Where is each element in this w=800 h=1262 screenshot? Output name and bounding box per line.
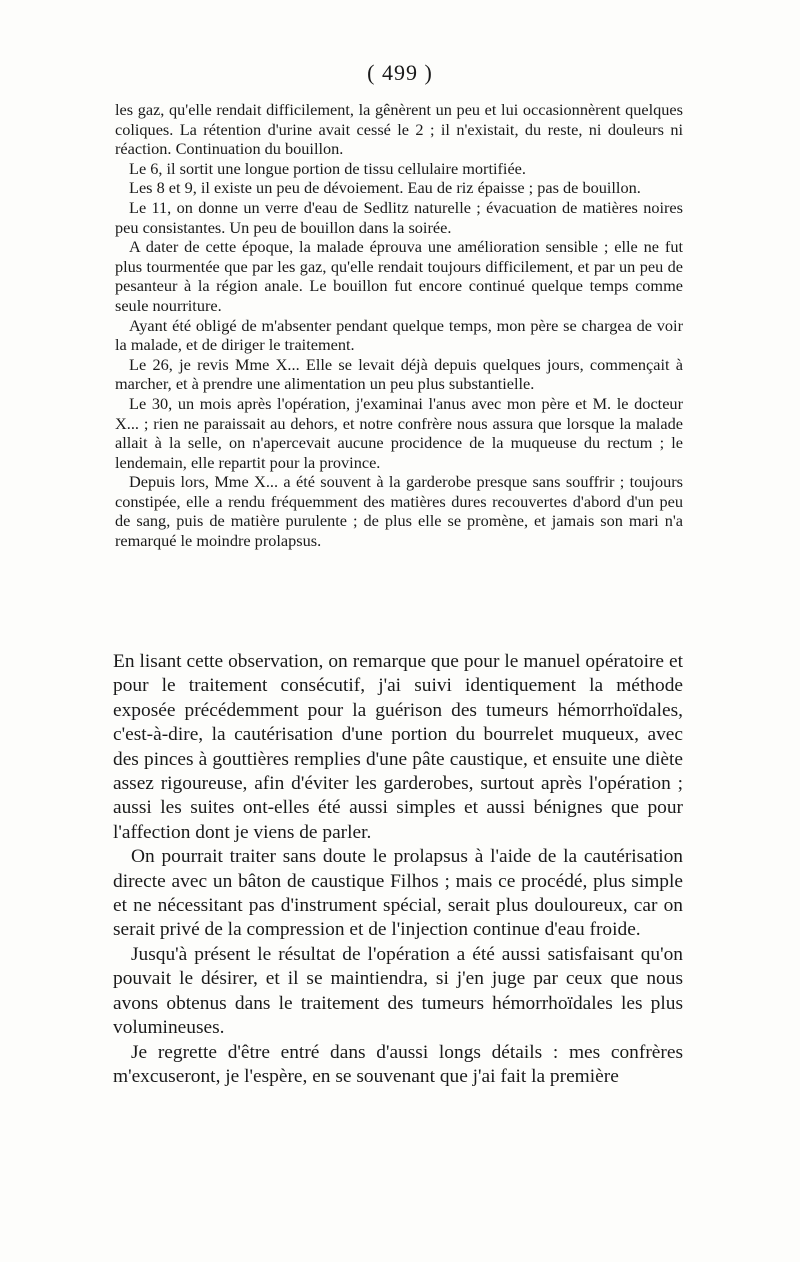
- observation-paragraph-8: Le 30, un mois après l'opération, j'examinai l'anus avec mon père et M. le docteur X... ; rien ne paraissait au dehors, et notre confrère nous assura que lorsque la malade allait à la selle, on n'apercevait aucune procidence de la muqueuse du rectum ; le lendemain, elle repartit pour la province.: [115, 393, 683, 472]
- page-number: ( 499 ): [367, 60, 433, 85]
- commentary-paragraph-3: Jusqu'à présent le résultat de l'opération a été aussi satisfaisant qu'on pouvait le désirer, et il se maintiendra, si j'en juge par ceux que nous avons obtenus dans le traitement des tumeurs hémorrhoïdales les plus volumineuses.: [113, 943, 683, 1039]
- observation-paragraph-9: Depuis lors, Mme X... a été souvent à la garderobe presque sans souffrir ; toujours constipée, elle a rendu fréquemment des matières dures recouvertes d'abord d'un peu de sang, puis de matière purulente ; de plus elle se promène, et jamais son mari n'a remarqué le moindre prolapsus.: [115, 472, 683, 551]
- observation-paragraph-7: Le 26, je revis Mme X... Elle se levait déjà depuis quelques jours, commençait à marcher, et à prendre une alimentation un peu plus substantielle.: [115, 354, 683, 394]
- commentary-paragraph-4: Je regrette d'être entré dans d'aussi longs détails : mes confrères m'excuseront, je l'espère, en se souvenant que j'ai fait la première: [113, 1041, 683, 1087]
- observation-paragraph-3: Les 8 et 9, il existe un peu de dévoiement. Eau de riz épaisse ; pas de bouillon.: [129, 178, 641, 198]
- observation-paragraph-4: Le 11, on donne un verre d'eau de Sedlitz naturelle ; évacuation de matières noires peu consistantes. Un peu de bouillon dans la soirée.: [115, 197, 683, 237]
- observation-paragraph-2: Le 6, il sortit une longue portion de tissu cellulaire mortifiée.: [129, 158, 526, 178]
- commentary-paragraph-2: On pourrait traiter sans doute le prolapsus à l'aide de la cautérisation directe avec un bâton de caustique Filhos ; mais ce procédé, plus simple et ne nécessitant pas d'instrument spécial, serait plus douloureux, car on serait privé de la compression et de l'injection continue d'eau froide.: [113, 846, 683, 941]
- observation-paragraph-6: Ayant été obligé de m'absenter pendant quelque temps, mon père se chargea de voir la malade, et de diriger le traitement.: [115, 315, 683, 355]
- case-observation: [115, 100, 683, 551]
- observation-paragraph-1: les gaz, qu'elle rendait difficilement, la gênèrent un peu et lui occasionnèrent quelques coliques. La rétention d'urine avait cessé le 2 ; il n'existait, du reste, ni douleurs ni réaction. Continuation du bouillon.: [115, 100, 683, 159]
- observation-paragraph-5: A dater de cette époque, la malade éprouva une amélioration sensible ; elle ne fut plus tourmentée que par les gaz, qu'elle rendait toujours difficilement, et par un peu de pesanteur à la région anale. Le bouillon fut encore continué quelque temps comme seule nourriture.: [115, 237, 683, 315]
- author-commentary: [113, 650, 683, 1089]
- commentary-paragraph-1: En lisant cette observation, on remarque que pour le manuel opératoire et pour le traitement consécutif, j'ai suivi identiquement la méthode exposée précédemment pour la guérison des tumeurs hémorrhoïdales, c'est-à-dire, la cautérisation d'une portion du bourrelet muqueux, avec des pinces à gouttières remplies d'une pâte caustique, et ensuite une diète assez rigoureuse, afin d'éviter les garderobes, surtout après l'opération ; aussi les suites ont-elles été aussi simples et aussi bénignes que pour l'affection dont je viens de parler.: [113, 651, 683, 843]
